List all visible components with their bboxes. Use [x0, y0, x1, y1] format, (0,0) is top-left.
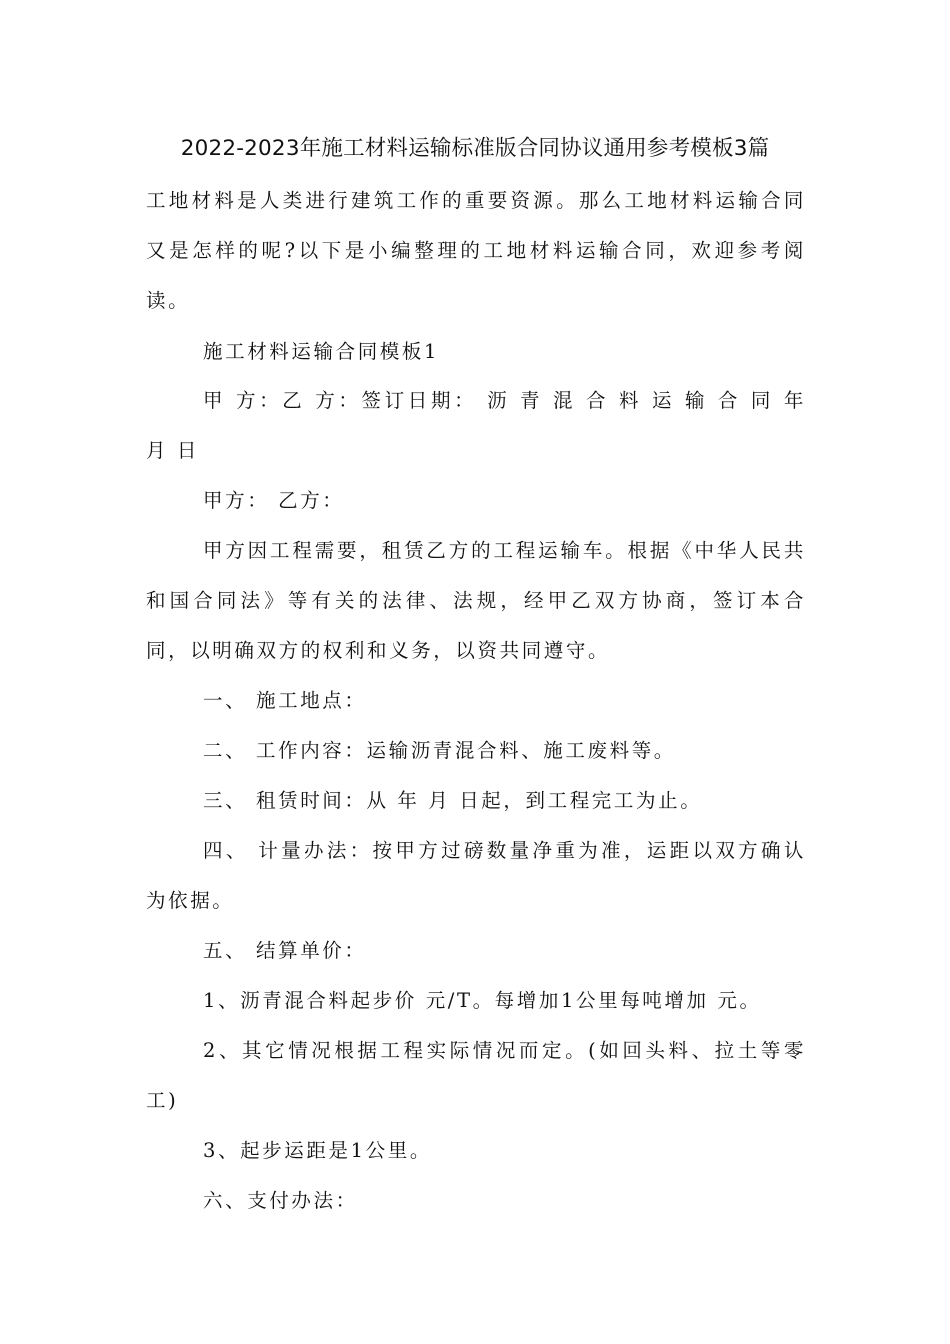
- parties-line-1: 甲 方：乙 方：签订日期： 沥 青 混 合 料 运 输 合 同 年: [203, 389, 806, 412]
- clause-5-2-line-1: 2、其它情况根据工程实际情况而定。(如回头料、拉土等零: [203, 1039, 806, 1062]
- clause-5-2-line-2: 工): [146, 1089, 179, 1112]
- clause-6: 六、支付办法：: [203, 1189, 358, 1212]
- clause-4-line-1: 四、 计量办法：按甲方过磅数量净重为准，运距以双方确认: [203, 839, 806, 862]
- template-heading: 施工材料运输合同模板1: [203, 340, 440, 363]
- intro-line-2: 又是怎样的呢?以下是小编整理的工地材料运输合同，欢迎参考阅: [146, 239, 806, 262]
- clause-4-line-2: 为依据。: [146, 889, 235, 912]
- clause-2: 二、 工作内容：运输沥青混合料、施工废料等。: [203, 739, 676, 762]
- preamble-line-2: 和国合同法》等有关的法律、法规，经甲乙双方协商，签订本合: [146, 589, 806, 612]
- preamble-line-3: 同，以明确双方的权利和义务，以资共同遵守。: [146, 639, 611, 662]
- clause-5-1: 1、沥青混合料起步价 元/T。每增加1公里每吨增加 元。: [203, 989, 762, 1012]
- intro-line-1: 工地材料是人类进行建筑工作的重要资源。那么工地材料运输合同: [146, 189, 806, 212]
- clause-5-3: 3、起步运距是1公里。: [203, 1139, 432, 1162]
- parties-short: 甲方： 乙方：: [203, 489, 345, 512]
- clause-3: 三、 租赁时间：从 年 月 日起，到工程完工为止。: [203, 789, 703, 812]
- clause-5: 五、 结算单价：: [203, 939, 367, 962]
- clause-1: 一、 施工地点：: [203, 689, 367, 712]
- preamble-line-1: 甲方因工程需要，租赁乙方的工程运输车。根据《中华人民共: [203, 539, 806, 562]
- intro-line-3: 读。: [146, 289, 191, 312]
- parties-line-2: 月 日: [146, 439, 199, 462]
- document-title: 2022-2023年施工材料运输标准版合同协议通用参考模板3篇: [180, 136, 770, 161]
